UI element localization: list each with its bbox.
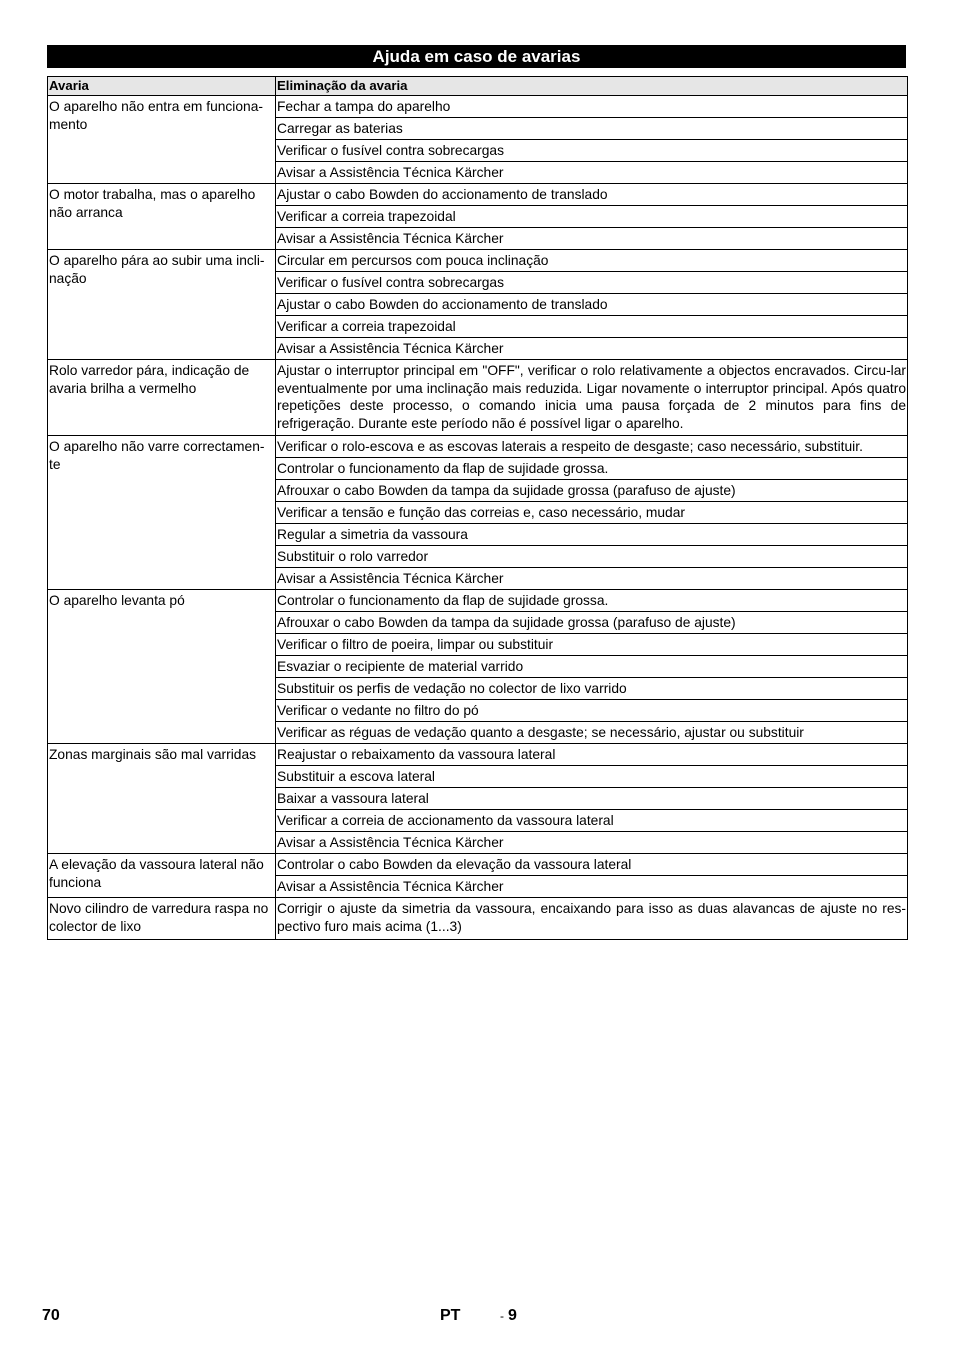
remedy-cell: Regular a simetria da vassoura: [276, 524, 908, 546]
remedy-cell: Avisar a Assistência Técnica Kärcher: [276, 162, 908, 184]
fault-cell: O aparelho levanta pó: [48, 590, 276, 744]
table-row: [48, 590, 908, 612]
remedy-cell: Verificar a correia de accionamento da vassoura lateral: [276, 810, 908, 832]
remedy-cell: Afrouxar o cabo Bowden da tampa da sujidade grossa (parafuso de ajuste): [276, 612, 908, 634]
fault-cell: O aparelho pára ao subir uma incli-nação: [48, 250, 276, 360]
remedy-cell: Fechar a tampa do aparelho: [276, 96, 908, 118]
footer-dash: -: [500, 1309, 504, 1323]
remedy-cell: Circular em percursos com pouca inclinação: [276, 250, 908, 272]
remedy-cell: Substituir o rolo varredor: [276, 546, 908, 568]
troubleshooting-table: [47, 76, 908, 940]
fault-cell: Rolo varredor pára, indicação de avaria brilha a vermelho: [48, 360, 276, 436]
remedy-cell: Substituir a escova lateral: [276, 766, 908, 788]
table-row: [48, 96, 908, 118]
remedy-cell: Verificar o vedante no filtro do pó: [276, 700, 908, 722]
fault-cell: Novo cilindro de varredura raspa no colector de lixo: [48, 898, 276, 939]
remedy-cell: Verificar o rolo-escova e as escovas laterais a respeito de desgaste; caso necessário, substituir.: [276, 436, 908, 458]
remedy-cell: Controlar o funcionamento da flap de sujidade grossa.: [276, 590, 908, 612]
remedy-cell: Corrigir o ajuste da simetria da vassoura, encaixando para isso as duas alavancas de ajuste no res-pectivo furo mais acima (1...3): [276, 898, 908, 939]
fault-cell: O aparelho não varre correctamen-te: [48, 436, 276, 590]
table-row: [48, 250, 908, 272]
section-title: Ajuda em caso de avarias: [47, 45, 906, 68]
remedy-cell: Avisar a Assistência Técnica Kärcher: [276, 568, 908, 590]
remedy-cell: Afrouxar o cabo Bowden da tampa da sujidade grossa (parafuso de ajuste): [276, 480, 908, 502]
remedy-cell: Avisar a Assistência Técnica Kärcher: [276, 338, 908, 360]
remedy-cell: Verificar a correia trapezoidal: [276, 316, 908, 338]
remedy-cell: Verificar as réguas de vedação quanto a desgaste; se necessário, ajustar ou substituir: [276, 722, 908, 744]
fault-cell: A elevação da vassoura lateral não funciona: [48, 854, 276, 898]
table-row: [48, 898, 908, 939]
remedy-cell: Ajustar o interruptor principal em "OFF", verificar o rolo relativamente a objectos encravados. Circu-lar eventualmente por uma inclinação mais reduzida. Ligar novamente o interruptor principal. Após quatro repetições deste processo, o comando inicia uma pausa forçada de 2 minutos para fins de refrigeração. Durante este período não é possível ligar o aparelho.: [276, 360, 908, 436]
column-header-fault: Avaria: [48, 77, 276, 96]
table-row: [48, 360, 908, 436]
table-row: [48, 744, 908, 766]
remedy-cell: Esvaziar o recipiente de material varrido: [276, 656, 908, 678]
sub-page-number: [500, 1307, 517, 1325]
column-header-remedy: Eliminação da avaria: [276, 77, 908, 96]
remedy-cell: Ajustar o cabo Bowden do accionamento de translado: [276, 294, 908, 316]
remedy-cell: Baixar a vassoura lateral: [276, 788, 908, 810]
table-body: [48, 96, 908, 940]
sub-page-value: 9: [508, 1307, 517, 1324]
remedy-cell: Substituir os perfis de vedação no colector de lixo varrido: [276, 678, 908, 700]
remedy-cell: Avisar a Assistência Técnica Kärcher: [276, 228, 908, 250]
table-row: [48, 854, 908, 876]
fault-cell: Zonas marginais são mal varridas: [48, 744, 276, 854]
remedy-cell: Ajustar o cabo Bowden do accionamento de translado: [276, 184, 908, 206]
remedy-cell: Verificar o fusível contra sobrecargas: [276, 272, 908, 294]
remedy-cell: Verificar a tensão e função das correias e, caso necessário, mudar: [276, 502, 908, 524]
remedy-cell: Controlar o funcionamento da flap de sujidade grossa.: [276, 458, 908, 480]
language-code: PT: [440, 1307, 461, 1324]
table-row: [48, 184, 908, 206]
remedy-cell: Reajustar o rebaixamento da vassoura lateral: [276, 744, 908, 766]
remedy-cell: Carregar as baterias: [276, 118, 908, 140]
remedy-cell: Verificar o filtro de poeira, limpar ou substituir: [276, 634, 908, 656]
remedy-cell: Verificar o fusível contra sobrecargas: [276, 140, 908, 162]
remedy-cell: Avisar a Assistência Técnica Kärcher: [276, 876, 908, 898]
fault-cell: O motor trabalha, mas o aparelho não arranca: [48, 184, 276, 250]
remedy-cell: Controlar o cabo Bowden da elevação da vassoura lateral: [276, 854, 908, 876]
fault-cell: O aparelho não entra em funciona-mento: [48, 96, 276, 184]
remedy-cell: Verificar a correia trapezoidal: [276, 206, 908, 228]
page-number: 70: [42, 1307, 60, 1324]
table-header-row: [48, 77, 908, 96]
remedy-cell: Avisar a Assistência Técnica Kärcher: [276, 832, 908, 854]
table-row: [48, 436, 908, 458]
